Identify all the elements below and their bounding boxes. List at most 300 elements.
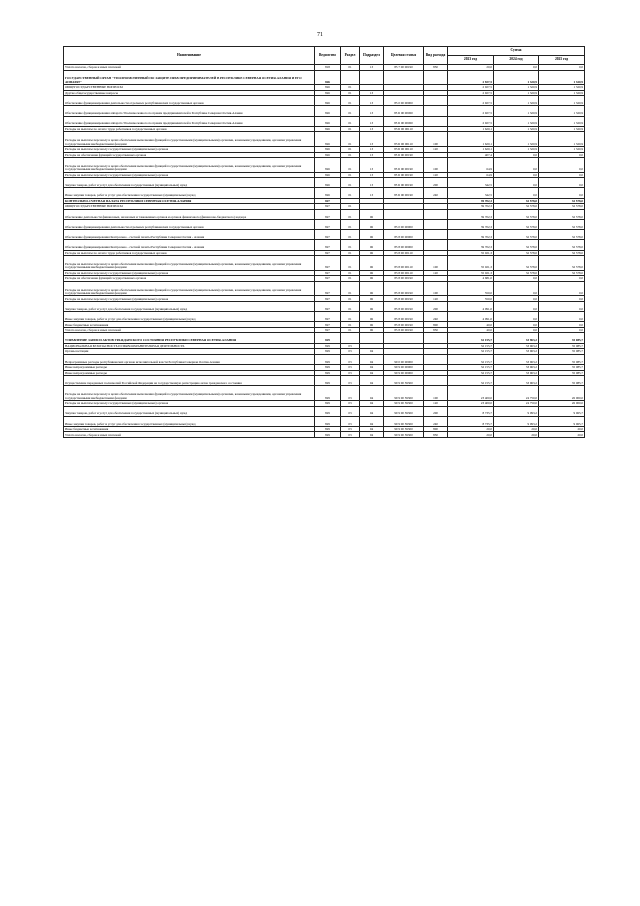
- row-amount-2024: 0,0: [494, 301, 539, 311]
- row-amount-2024: 32 578,0: [494, 250, 539, 256]
- header-section: Раздел: [341, 47, 360, 65]
- header-target-article: Целевая статья: [384, 47, 424, 65]
- row-expense-type: [424, 106, 448, 116]
- row-name: Уплата налогов, сборов и иных платежей: [64, 432, 315, 438]
- row-name: Обеспечение функционирования аппарата Уполномоченного по правам предпринимателей в Республике Северная Осетия-Алания: [64, 106, 315, 116]
- header-expense-type: Вид расхода: [424, 47, 448, 65]
- row-amount-2024: 20,0: [494, 432, 539, 438]
- row-name: Расходы на выплаты по оплате труда работников государственных органов: [64, 250, 315, 256]
- header-year-2025: 2025 год: [539, 56, 585, 65]
- row-amount-2024: 1 320,9: [494, 116, 539, 126]
- row-amount-2023: 40,0: [448, 327, 494, 333]
- row-subsection: 13: [360, 106, 384, 116]
- row-name: Обеспечение функционирования деятельности отдельных республиканских государственных органов: [64, 96, 315, 106]
- row-section: 01: [341, 96, 360, 106]
- table-row: [64, 406, 585, 416]
- budget-table: [63, 46, 585, 438]
- row-amount-2025: 0,0: [539, 327, 585, 333]
- row-ministry: 829: [315, 365, 341, 371]
- row-expense-type: 850: [424, 432, 448, 438]
- row-amount-2024: 0,0: [494, 172, 539, 178]
- row-ministry: 829: [315, 333, 341, 343]
- header-subsection: Подраздел: [360, 47, 384, 65]
- row-target-article: [384, 70, 424, 85]
- row-ministry: 827: [315, 219, 341, 229]
- row-subsection: [360, 333, 384, 343]
- row-ministry: 826: [315, 188, 341, 198]
- row-target-article: 85 8 00 00190: [384, 296, 424, 302]
- row-expense-type: 850: [424, 327, 448, 333]
- row-expense-type: 120: [424, 146, 448, 152]
- row-expense-type: 120: [424, 400, 448, 406]
- row-amount-2025: 20,0: [539, 432, 585, 438]
- row-amount-2025: 26 000,0: [539, 400, 585, 406]
- row-amount-2023: 39 702,3: [448, 230, 494, 240]
- row-name: Уплата налогов, сборов и иных платежей: [64, 65, 315, 71]
- row-amount-2023: 550,0: [448, 296, 494, 302]
- row-ministry: 826: [315, 90, 341, 96]
- row-section: 01: [341, 116, 360, 126]
- row-subsection: 04: [360, 376, 384, 386]
- row-target-article: 85 Б 00 00190: [384, 158, 424, 173]
- row-expense-type: [424, 376, 448, 386]
- row-amount-2025: 1 320,9: [539, 146, 585, 152]
- row-target-article: [384, 209, 424, 219]
- row-amount-2023: 64,9: [448, 172, 494, 178]
- row-ministry: 827: [315, 250, 341, 256]
- row-amount-2025: 0,0: [539, 158, 585, 173]
- row-subsection: 06: [360, 281, 384, 296]
- row-target-article: 85 8 00 00190: [384, 276, 424, 282]
- page-number: 71: [317, 32, 323, 38]
- row-amount-2023: 32 155,7: [448, 376, 494, 386]
- row-amount-2024: 0,0: [494, 276, 539, 282]
- row-ministry: 829: [315, 432, 341, 438]
- row-subsection: 04: [360, 426, 384, 432]
- row-amount-2025: 1 320,9: [539, 96, 585, 106]
- row-ministry: 827: [315, 296, 341, 302]
- row-ministry: 826: [315, 152, 341, 158]
- row-name: Иные закупки товаров, работ и услуг для обеспечения государственных (муниципальных) нужд: [64, 312, 315, 322]
- row-subsection: 13: [360, 178, 384, 188]
- row-amount-2023: 32 155,7: [448, 343, 494, 349]
- table-row: [64, 354, 585, 364]
- row-amount-2025: 20,0: [539, 426, 585, 432]
- row-section: 03: [341, 343, 360, 349]
- row-ministry: 827: [315, 327, 341, 333]
- row-name: НАЦИОНАЛЬНАЯ БЕЗОПАСНОСТЬ И ПРАВООХРАНИТЕЛЬНАЯ ДЕЯТЕЛЬНОСТЬ: [64, 343, 315, 349]
- table-row: [64, 256, 585, 271]
- row-amount-2023: 39 702,3: [448, 204, 494, 210]
- row-amount-2024: 32 578,0: [494, 219, 539, 229]
- row-amount-2025: 0,0: [539, 301, 585, 311]
- row-target-article: 85 Б 00 00110: [384, 126, 424, 132]
- row-subsection: 13: [360, 152, 384, 158]
- row-amount-2023: 2 927,5: [448, 90, 494, 96]
- row-expense-type: [424, 230, 448, 240]
- row-amount-2025: 35 085,7: [539, 343, 585, 349]
- row-name: Расходы на обеспечение функций государственных органов: [64, 276, 315, 282]
- row-ministry: 829: [315, 376, 341, 386]
- row-ministry: 826: [315, 106, 341, 116]
- row-ministry: 827: [315, 276, 341, 282]
- row-amount-2024: 1 320,9: [494, 90, 539, 96]
- row-amount-2023: 407,4: [448, 152, 494, 158]
- row-name: Осуществление переданных полномочий Российской Федерации на государственную регистрацию актов гражданского состояния: [64, 376, 315, 386]
- row-section: 01: [341, 296, 360, 302]
- row-ministry: 829: [315, 349, 341, 355]
- row-amount-2024: 1 320,9: [494, 146, 539, 152]
- row-expense-type: 240: [424, 188, 448, 198]
- row-ministry: 826: [315, 116, 341, 126]
- row-name: Расходы на выплаты персоналу в целях обеспечения выполнения функций государственными (муниципальными) органами, казенными учреждениями, органами управления государственными внебюджетными фондами: [64, 256, 315, 271]
- row-target-article: 85 8 00 00190: [384, 281, 424, 296]
- row-name: Иные закупки товаров, работ и услуг для обеспечения государственных (муниципальных) нужд: [64, 416, 315, 426]
- row-amount-2025: 9 065,7: [539, 406, 585, 416]
- table-row: [64, 301, 585, 311]
- row-expense-type: [424, 96, 448, 106]
- row-section: 01: [341, 312, 360, 322]
- row-subsection: 13: [360, 90, 384, 96]
- row-amount-2024: 0,0: [494, 296, 539, 302]
- row-amount-2023: 23 400,0: [448, 400, 494, 406]
- row-amount-2024: 1 320,9: [494, 85, 539, 91]
- row-amount-2025: 35 085,7: [539, 354, 585, 364]
- row-section: 03: [341, 370, 360, 376]
- row-section: 01: [341, 327, 360, 333]
- row-subsection: 04: [360, 354, 384, 364]
- row-subsection: [360, 70, 384, 85]
- row-target-article: 85 8 00 00000: [384, 240, 424, 250]
- row-name: Другие общегосударственные вопросы: [64, 90, 315, 96]
- row-name: Непрограммные расходы республиканских органов исполнительной власти Республики Северная Осетия-Алания: [64, 354, 315, 364]
- row-section: 01: [341, 256, 360, 271]
- row-amount-2025: 0,0: [539, 178, 585, 188]
- row-target-article: 99 9 00 00000: [384, 365, 424, 371]
- row-amount-2023: 1 620,1: [448, 126, 494, 132]
- row-name: КОНТРОЛЬНО-СЧЕТНАЯ ПАЛАТА РЕСПУБЛИКИ СЕВЕРНАЯ ОСЕТИЯ-АЛАНИЯ: [64, 198, 315, 204]
- row-ministry: 827: [315, 240, 341, 250]
- row-amount-2024: 33 963,2: [494, 333, 539, 343]
- row-amount-2024: 1 320,9: [494, 96, 539, 106]
- row-amount-2025: 0,0: [539, 276, 585, 282]
- row-target-article: 99 9 00 59300: [384, 432, 424, 438]
- header-amount: Сумма: [448, 47, 585, 56]
- header-year-2023: 2023 год: [448, 56, 494, 65]
- row-amount-2025: 35 085,7: [539, 376, 585, 386]
- row-ministry: 829: [315, 370, 341, 376]
- row-subsection: 06: [360, 219, 384, 229]
- table-row: [64, 333, 585, 343]
- row-name: Обеспечение функционирования Контрольно - счетной палаты Республики Северная Осетия - Алания: [64, 230, 315, 240]
- row-section: 03: [341, 400, 360, 406]
- row-amount-2024: 0,0: [494, 65, 539, 71]
- row-target-article: [384, 333, 424, 343]
- row-amount-2025: 0,0: [539, 312, 585, 322]
- header-ministry: Ведомство: [315, 47, 341, 65]
- row-amount-2023: 32 155,7: [448, 370, 494, 376]
- row-expense-type: [424, 240, 448, 250]
- row-section: 01: [341, 132, 360, 147]
- row-ministry: 829: [315, 354, 341, 364]
- row-target-article: 99 9 00 59300: [384, 426, 424, 432]
- row-amount-2023: 2 927,5: [448, 116, 494, 126]
- row-amount-2023: 2 927,5: [448, 70, 494, 85]
- row-target-article: 85 8 00 00110: [384, 256, 424, 271]
- row-ministry: 826: [315, 172, 341, 178]
- row-name: Расходы на выплаты персоналу государственных (муниципальных) органов: [64, 270, 315, 276]
- row-expense-type: 800: [424, 322, 448, 328]
- row-name: Расходы на выплаты персоналу государственных (муниципальных) органов: [64, 296, 315, 302]
- row-amount-2024: 32 578,0: [494, 204, 539, 210]
- row-amount-2024: 1 320,9: [494, 126, 539, 132]
- row-target-article: 99 9 00 59300: [384, 386, 424, 401]
- row-section: 01: [341, 204, 360, 210]
- row-subsection: 04: [360, 365, 384, 371]
- row-section: 01: [341, 85, 360, 91]
- table-row: [64, 386, 585, 401]
- table-row: [64, 70, 585, 85]
- row-name: УПРАВЛЕНИЕ ЗАПИСИ АКТОВ ГРАЖДАНСКОГО СОСТОЯНИЯ РЕСПУБЛИКИ СЕВЕРНАЯ ОСЕТИЯ-АЛАНИЯ: [64, 333, 315, 343]
- row-amount-2023: 32 155,7: [448, 333, 494, 343]
- row-amount-2025: 32 578,0: [539, 270, 585, 276]
- row-amount-2025: 26 000,0: [539, 386, 585, 401]
- row-amount-2025: 32 578,0: [539, 250, 585, 256]
- row-name: Органы юстиции: [64, 349, 315, 355]
- row-name: Иные закупки товаров, работ и услуг для обеспечения государственных (муниципальных) нужд: [64, 188, 315, 198]
- row-amount-2025: 1 320,9: [539, 116, 585, 126]
- row-amount-2023: 32 155,7: [448, 349, 494, 355]
- row-target-article: 85 Б 00 00000: [384, 106, 424, 116]
- row-target-article: 99 9 00 00000: [384, 370, 424, 376]
- row-target-article: 85 Б 00 00110: [384, 146, 424, 152]
- row-amount-2025: 32 578,0: [539, 256, 585, 271]
- row-section: 03: [341, 406, 360, 416]
- row-subsection: 13: [360, 158, 384, 173]
- row-ministry: 826: [315, 70, 341, 85]
- row-amount-2025: 1 320,9: [539, 90, 585, 96]
- row-ministry: 826: [315, 96, 341, 106]
- row-section: 01: [341, 219, 360, 229]
- row-ministry: 829: [315, 386, 341, 401]
- table-row: [64, 116, 585, 126]
- row-target-article: 85 8 00 00110: [384, 250, 424, 256]
- row-section: 01: [341, 276, 360, 282]
- row-amount-2025: 0,0: [539, 281, 585, 296]
- row-name: Обеспечение деятельности финансовых, налоговых и таможенных органов и органов финансового (финансово-бюджетного) надзора: [64, 209, 315, 219]
- row-name: Закупка товаров, работ и услуг для обеспечения государственных (муниципальных) нужд: [64, 178, 315, 188]
- row-amount-2024: 0,0: [494, 188, 539, 198]
- row-section: 03: [341, 416, 360, 426]
- table-row: [64, 106, 585, 116]
- row-subsection: 13: [360, 65, 384, 71]
- table-row: [64, 432, 585, 438]
- row-amount-2024: 0,0: [494, 312, 539, 322]
- row-section: 01: [341, 158, 360, 173]
- row-amount-2025: 35 085,7: [539, 333, 585, 343]
- row-amount-2024: 9 093,2: [494, 406, 539, 416]
- row-expense-type: 120: [424, 296, 448, 302]
- row-amount-2023: 39 702,3: [448, 209, 494, 219]
- row-subsection: 13: [360, 126, 384, 132]
- row-section: 03: [341, 365, 360, 371]
- row-subsection: 06: [360, 250, 384, 256]
- row-expense-type: 100: [424, 158, 448, 173]
- row-amount-2025: 35 085,7: [539, 370, 585, 376]
- row-amount-2025: 1 320,9: [539, 132, 585, 147]
- row-name: Расходы на выплаты персоналу в целях обеспечения выполнения функций государственными (муниципальными) органами, казенными учреждениями, органами управления государственными внебюджетными фондами: [64, 158, 315, 173]
- row-amount-2023: 2 927,5: [448, 85, 494, 91]
- row-subsection: 04: [360, 400, 384, 406]
- row-target-article: 99 9 00 59300: [384, 376, 424, 386]
- row-expense-type: 850: [424, 65, 448, 71]
- row-section: 01: [341, 270, 360, 276]
- row-amount-2025: 0,0: [539, 65, 585, 71]
- row-section: 01: [341, 230, 360, 240]
- row-target-article: 85 8 00 00190: [384, 301, 424, 311]
- row-subsection: 13: [360, 116, 384, 126]
- row-target-article: 99 9 00 59300: [384, 400, 424, 406]
- row-section: 01: [341, 209, 360, 219]
- row-amount-2024: 0,0: [494, 152, 539, 158]
- row-ministry: 829: [315, 416, 341, 426]
- row-target-article: 85 Б 00 00110: [384, 132, 424, 147]
- row-name: Иные бюджетные ассигнования: [64, 426, 315, 432]
- row-amount-2024: 32 578,0: [494, 209, 539, 219]
- row-expense-type: [424, 333, 448, 343]
- row-target-article: 99 0 00 00000: [384, 354, 424, 364]
- row-target-article: 85 0 00 00000: [384, 219, 424, 229]
- row-section: 01: [341, 90, 360, 96]
- table-row: [64, 281, 585, 296]
- row-amount-2024: 24 750,0: [494, 400, 539, 406]
- row-section: 03: [341, 426, 360, 432]
- table-row: [64, 416, 585, 426]
- table-row: [64, 188, 585, 198]
- row-amount-2025: 32 578,0: [539, 198, 585, 204]
- row-expense-type: [424, 354, 448, 364]
- row-expense-type: 240: [424, 312, 448, 322]
- row-ministry: 827: [315, 198, 341, 204]
- table-row: [64, 230, 585, 240]
- row-amount-2023: 2 927,5: [448, 106, 494, 116]
- row-subsection: 13: [360, 188, 384, 198]
- row-amount-2024: 33 963,2: [494, 376, 539, 386]
- row-target-article: 85 8 00 00190: [384, 322, 424, 328]
- row-amount-2025: 0,0: [539, 296, 585, 302]
- table-row: [64, 240, 585, 250]
- row-section: 01: [341, 126, 360, 132]
- row-amount-2023: 8 735,7: [448, 406, 494, 416]
- row-name: Расходы на выплаты персоналу государственных (муниципальных) органов: [64, 400, 315, 406]
- row-section: 01: [341, 65, 360, 71]
- row-amount-2024: 32 578,0: [494, 198, 539, 204]
- row-amount-2023: 39 702,3: [448, 240, 494, 250]
- row-expense-type: 120: [424, 172, 448, 178]
- row-ministry: 827: [315, 322, 341, 328]
- row-name: Уплата налогов, сборов и иных платежей: [64, 327, 315, 333]
- row-target-article: 85 Б 00 00190: [384, 178, 424, 188]
- row-ministry: 827: [315, 281, 341, 296]
- row-subsection: 04: [360, 416, 384, 426]
- row-name: Расходы на выплаты персоналу государственных (муниципальных) органов: [64, 146, 315, 152]
- row-name: ОБЩЕГОСУДАРСТВЕННЫЕ ВОПРОСЫ: [64, 85, 315, 91]
- header-year-2024: 2024 год: [494, 56, 539, 65]
- row-name: Иные непрограммные расходы: [64, 370, 315, 376]
- row-amount-2023: 23 400,0: [448, 386, 494, 401]
- row-amount-2023: 1 620,1: [448, 146, 494, 152]
- row-section: 01: [341, 301, 360, 311]
- row-amount-2024: 0,0: [494, 281, 539, 296]
- table-row: [64, 132, 585, 147]
- row-amount-2024: 20,0: [494, 426, 539, 432]
- row-amount-2023: 4 681,0: [448, 276, 494, 282]
- row-section: 01: [341, 188, 360, 198]
- row-amount-2025: 0,0: [539, 322, 585, 328]
- row-amount-2024: 9 093,2: [494, 416, 539, 426]
- row-name: ГОСУДАРСТВЕННЫЙ ОРГАН "УПОЛНОМОЧЕННЫЙ ПО ЗАЩИТЕ ПРАВ ПРЕДПРИНИМАТЕЛЕЙ В РЕСПУБЛИКЕ СЕВЕРНАЯ ОСЕТИЯ-АЛАНИЯ И ЕГО АППАРАТ": [64, 70, 315, 85]
- header-name: Наименование: [64, 47, 315, 65]
- row-ministry: 827: [315, 204, 341, 210]
- row-expense-type: 200: [424, 301, 448, 311]
- row-amount-2023: 20,0: [448, 432, 494, 438]
- row-name: Закупка товаров, работ и услуг для обеспечения государственных (муниципальных) нужд: [64, 406, 315, 416]
- row-section: 03: [341, 376, 360, 386]
- row-subsection: 06: [360, 256, 384, 271]
- table-row: [64, 219, 585, 229]
- row-subsection: 06: [360, 230, 384, 240]
- row-amount-2025: 1 320,9: [539, 106, 585, 116]
- row-ministry: 827: [315, 301, 341, 311]
- row-expense-type: 100: [424, 256, 448, 271]
- row-target-article: 85 Б 00 00190: [384, 188, 424, 198]
- row-amount-2023: 32 155,7: [448, 365, 494, 371]
- row-name: Обеспечение функционирования аппарата Уполномоченного по правам предпринимателей в Республике Северная Осетия-Алания: [64, 116, 315, 126]
- row-amount-2024: 1 320,9: [494, 70, 539, 85]
- row-name: Иные бюджетные ассигнования: [64, 322, 315, 328]
- row-subsection: 06: [360, 322, 384, 328]
- table-row: [64, 178, 585, 188]
- row-expense-type: [424, 209, 448, 219]
- row-subsection: 04: [360, 349, 384, 355]
- row-expense-type: 240: [424, 416, 448, 426]
- row-name: Закупка товаров, работ и услуг для обеспечения государственных (муниципальных) нужд: [64, 301, 315, 311]
- row-subsection: 13: [360, 132, 384, 147]
- row-section: 03: [341, 386, 360, 401]
- row-section: 01: [341, 240, 360, 250]
- row-amount-2024: 0,0: [494, 178, 539, 188]
- row-ministry: 829: [315, 400, 341, 406]
- row-amount-2023: 342,5: [448, 188, 494, 198]
- table-row: [64, 376, 585, 386]
- row-subsection: 06: [360, 301, 384, 311]
- row-section: 01: [341, 106, 360, 116]
- row-amount-2023: 4 091,0: [448, 312, 494, 322]
- row-amount-2023: 39 702,3: [448, 198, 494, 204]
- row-amount-2025: 32 578,0: [539, 230, 585, 240]
- row-amount-2023: 39 702,3: [448, 219, 494, 229]
- row-amount-2024: 33 963,2: [494, 343, 539, 349]
- row-ministry: 829: [315, 343, 341, 349]
- row-section: 01: [341, 146, 360, 152]
- row-amount-2023: 35 021,3: [448, 256, 494, 271]
- row-amount-2024: 33 963,2: [494, 349, 539, 355]
- row-expense-type: 100: [424, 132, 448, 147]
- row-amount-2025: 32 578,0: [539, 204, 585, 210]
- row-ministry: 826: [315, 146, 341, 152]
- row-section: 01: [341, 322, 360, 328]
- row-amount-2023: 35 021,3: [448, 250, 494, 256]
